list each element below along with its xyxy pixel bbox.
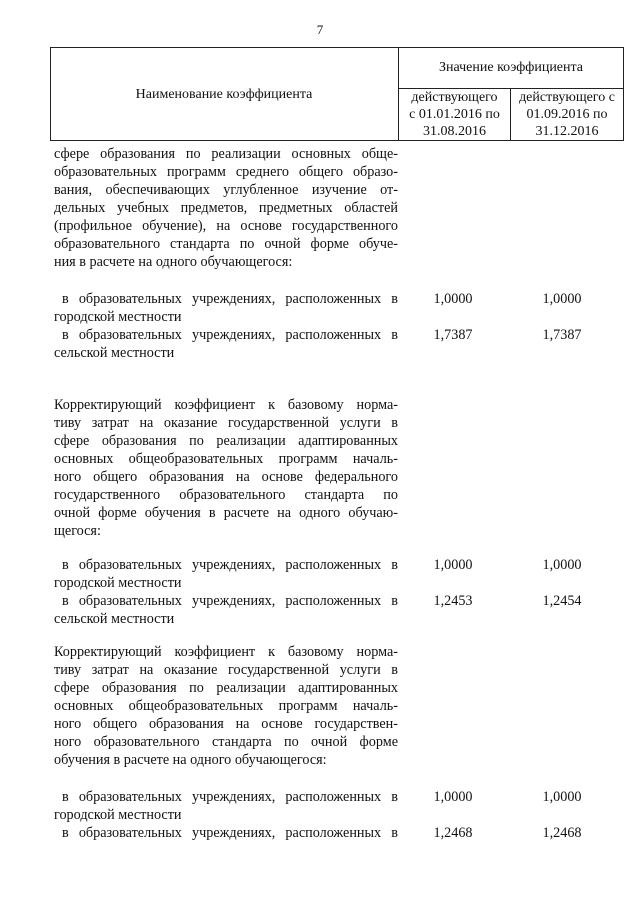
value-period-1: 1,2453 — [433, 593, 473, 609]
value-period-2: 1,2454 — [542, 593, 582, 609]
intro-line: тиву затрат на оказание государственной услуги в — [54, 415, 398, 431]
row-line: в образовательных учреждениях, расположенных в — [62, 291, 398, 307]
header-col-period-2 — [511, 89, 623, 140]
section-intro — [54, 643, 398, 769]
row-line: в образовательных учреждениях, расположенных в — [62, 825, 398, 841]
table-row — [54, 824, 398, 842]
row-line: городской местности — [54, 807, 182, 823]
intro-line: обучения в расчете на одного обучающегося: — [54, 752, 327, 768]
row-line: в образовательных учреждениях, расположенных в — [62, 557, 398, 573]
header-col1-line: с 01.01.2016 по — [409, 107, 500, 122]
intro-line: дельных учебных предметов, предметных областей — [54, 200, 398, 216]
value-period-1: 1,0000 — [433, 291, 473, 307]
intro-line: Корректирующий коэффициент к базовому норма- — [54, 397, 398, 413]
section-intro — [54, 145, 398, 271]
header-col-period-1 — [399, 89, 510, 140]
section-intro — [54, 396, 398, 540]
value-period-2: 1,0000 — [542, 789, 582, 805]
intro-line: щегося: — [54, 523, 101, 539]
row-line: городской местности — [54, 309, 182, 325]
table-row — [54, 556, 398, 592]
value-period-1: 1,0000 — [433, 789, 473, 805]
intro-line: вания, обеспечивающих углубленное изучение от- — [54, 182, 398, 198]
row-line: в образовательных учреждениях, расположенных в — [62, 789, 398, 805]
header-col1-line: действующего — [411, 90, 498, 105]
intro-line: основных общеобразовательных программ началь- — [54, 451, 398, 467]
header-name-column: Наименование коэффициента — [135, 86, 313, 102]
header-border-right — [623, 47, 624, 141]
table-row — [54, 290, 398, 326]
intro-line: образовательных программ среднего общего образо- — [54, 164, 398, 180]
table-row — [54, 326, 398, 362]
value-period-2: 1,2468 — [542, 825, 582, 841]
row-line: в образовательных учреждениях, расположенных в — [62, 593, 398, 609]
value-period-1: 1,7387 — [433, 327, 473, 343]
intro-line: очной форме обучения в расчете на одного обучаю- — [54, 505, 398, 521]
intro-line: тиву затрат на оказание государственной услуги в — [54, 662, 398, 678]
intro-line: ного общего образования на основе государствен- — [54, 716, 398, 732]
intro-line: ния в расчете на одного обучающегося: — [54, 254, 293, 270]
intro-line: государственного образовательного стандарта по — [54, 487, 398, 503]
row-line: сельской местности — [54, 611, 175, 627]
row-line: сельской местности — [54, 345, 175, 361]
intro-line: образовательного стандарта по очной форме обуче- — [54, 236, 398, 252]
intro-line: ного образовательного стандарта по очной форме — [54, 734, 398, 750]
table-row — [54, 788, 398, 824]
value-period-2: 1,0000 — [542, 557, 582, 573]
header-col2-line: 01.09.2016 по — [526, 107, 608, 122]
intro-line: сфере образования по реализации адаптированных — [54, 433, 398, 449]
header-col2-line: действующего с — [519, 90, 615, 105]
row-line: в образовательных учреждениях, расположенных в — [62, 327, 398, 343]
header-value-group: Значение коэффициента — [438, 60, 584, 75]
row-line: городской местности — [54, 575, 182, 591]
header-col2-line: 31.12.2016 — [535, 124, 599, 139]
intro-line: ного общего образования на основе федерального — [54, 469, 398, 485]
page-number: 7 — [316, 22, 324, 37]
intro-line: сфере образования по реализации основных обще- — [54, 146, 398, 162]
header-col1-line: 31.08.2016 — [423, 124, 486, 139]
table-row — [54, 592, 398, 628]
intro-line: Корректирующий коэффициент к базовому норма- — [54, 644, 398, 660]
table-header — [50, 47, 624, 141]
value-period-1: 1,0000 — [433, 557, 473, 573]
value-period-2: 1,0000 — [542, 291, 582, 307]
intro-line: (профильное обучение), на основе государственного — [54, 218, 398, 234]
intro-line: сфере образования по реализации адаптированных — [54, 680, 398, 696]
intro-line: основных общеобразовательных программ началь- — [54, 698, 398, 714]
value-period-1: 1,2468 — [433, 825, 473, 841]
value-period-2: 1,7387 — [542, 327, 582, 343]
